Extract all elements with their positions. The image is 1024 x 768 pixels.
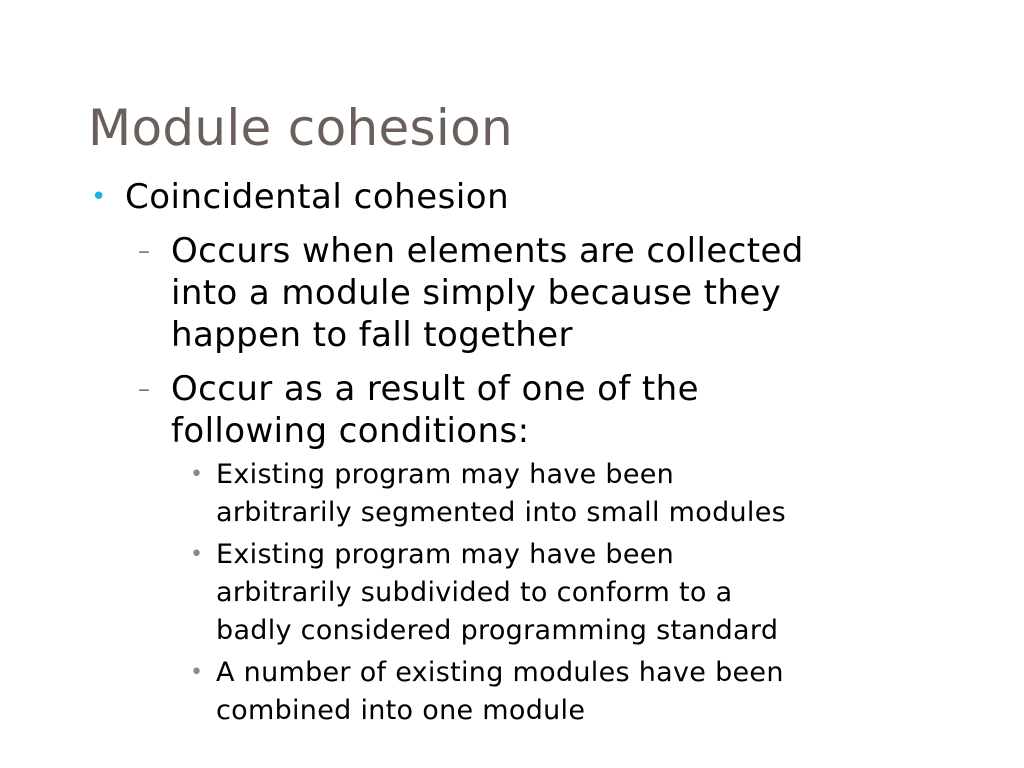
bullet-coincidental-cohesion — [0, 176, 1024, 218]
text-line: A number of existing modules have been — [216, 657, 784, 688]
dash-icon: – — [138, 237, 151, 265]
text-line: Occur as a result of one of the — [171, 369, 699, 409]
text-line: arbitrarily segmented into small modules — [216, 497, 786, 528]
text-line: combined into one module — [216, 695, 586, 726]
text-line: into a module simply because they — [171, 273, 782, 313]
slide-title: Module cohesion — [88, 99, 513, 157]
text-line: arbitrarily subdivided to conform to a — [216, 577, 733, 608]
condition-item — [0, 654, 946, 730]
small-bullet-icon: • — [190, 542, 204, 567]
sub-item-text — [171, 230, 911, 356]
text-line: Existing program may have been — [216, 539, 675, 570]
text-line: following conditions: — [171, 411, 530, 451]
text-line: Existing program may have been — [216, 459, 675, 490]
condition-item — [0, 536, 946, 650]
sub-item-occur-result — [0, 368, 911, 452]
text-line: happen to fall together — [171, 315, 573, 355]
slide-content — [0, 176, 1024, 730]
text-line: badly considered programming standard — [216, 615, 779, 646]
text-line: Occurs when elements are collected — [171, 231, 804, 271]
sub-item-text — [171, 368, 911, 452]
small-bullet-icon: • — [190, 660, 204, 685]
bullet-dot-icon: • — [91, 182, 107, 212]
condition-item — [0, 456, 946, 532]
bullet-text: Coincidental cohesion — [125, 177, 510, 217]
small-bullet-icon: • — [190, 462, 204, 487]
sub-item-occurs — [0, 230, 911, 356]
dash-icon: – — [138, 375, 151, 403]
